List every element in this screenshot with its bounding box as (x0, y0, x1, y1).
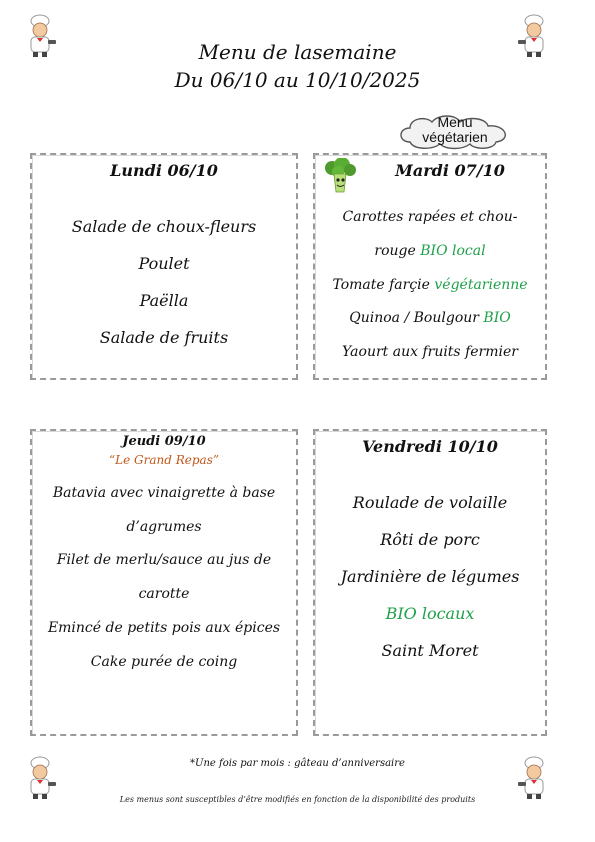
vegetarian-label: végétarienne (434, 277, 528, 293)
badge-line: Menu (437, 114, 473, 130)
chef-icon (514, 14, 554, 58)
bio-label: BIO local (420, 243, 486, 259)
menu-item: Rôti de porc (380, 530, 480, 549)
tuesday-title: Mardi 07/10 (395, 161, 505, 180)
menu-item: d’agrumes (126, 519, 202, 535)
menu-item-text: rouge (374, 243, 421, 259)
menu-item: Emincé de petits pois aux épices (47, 620, 281, 636)
disclaimer: Les menus sont susceptibles d’être modifiés en fonction de la disponibilité des produits (119, 795, 476, 804)
friday-title: Vendredi 10/10 (362, 437, 498, 456)
thursday-menu-box (30, 429, 298, 736)
vegetarian-menu-badge (396, 112, 514, 150)
grand-repas-label: “Le Grand Repas” (109, 453, 219, 467)
menu-item-text: Tomate farçie (332, 277, 435, 293)
menu-item: carotte (138, 586, 190, 602)
menu-item: Roulade de volaille (352, 493, 508, 512)
menu-item: Yaourt aux fruits fermier (342, 344, 518, 360)
friday-menu-box (313, 429, 547, 736)
birthday-note: *Une fois par mois : gâteau d’anniversaire (190, 758, 405, 769)
date-range: Du 06/10 au 10/10/2025 (174, 68, 421, 92)
menu-item: Jardinière de légumes (340, 567, 520, 586)
menu-item: Poulet (138, 254, 190, 273)
badge-line: végétarien (422, 129, 488, 145)
menu-item (315, 310, 545, 326)
menu-item: Filet de merlu/sauce au jus de (56, 552, 272, 568)
menu-item (315, 243, 545, 259)
chef-icon (20, 14, 60, 58)
menu-item: Batavia avec vinaigrette à base (52, 485, 276, 501)
monday-menu-box (30, 153, 298, 380)
bio-label: BIO (483, 310, 511, 326)
broccoli-icon (320, 158, 360, 194)
menu-item: Cake purée de coing (90, 654, 238, 670)
menu-item: Saint Moret (381, 641, 479, 660)
page-title: Menu de lasemaine (198, 40, 397, 64)
menu-item-text: Quinoa / Boulgour (349, 310, 484, 326)
bio-label: BIO locaux (385, 604, 475, 623)
monday-title: Lundi 06/10 (110, 161, 218, 180)
menu-item: Salade de choux-fleurs (71, 217, 257, 236)
menu-item: Salade de fruits (99, 328, 229, 347)
menu-item: Carottes rapées et chou- (342, 209, 518, 225)
menu-item: Paëlla (139, 291, 189, 310)
thursday-title: Jeudi 09/10 (122, 434, 206, 449)
menu-item (315, 277, 545, 293)
